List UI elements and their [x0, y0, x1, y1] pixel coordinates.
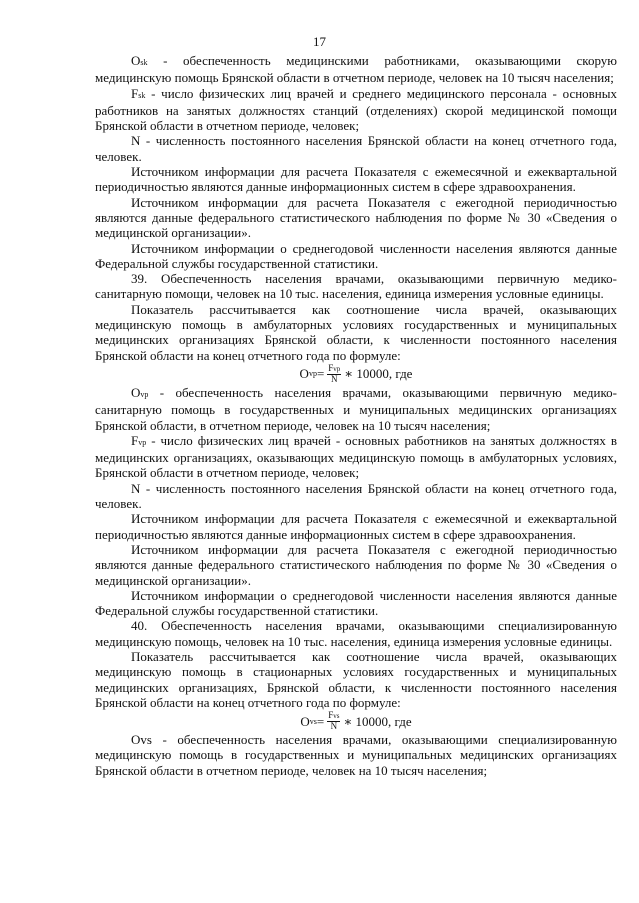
fraction-numerator: Fvp	[328, 362, 341, 373]
symbol-f: F	[131, 85, 139, 101]
symbol-sub: sk	[138, 90, 146, 100]
formula-fraction	[327, 711, 340, 731]
item-40-heading: 40. Обеспеченность населения врачами, оказывающими специализированную медицинскую помощь, человек на 10 тыс. населения, единица измерения условные единицы.	[95, 618, 617, 649]
source-population: Источником информации о среднегодовой численности населения являются данные Федеральной службы государственной статистики.	[95, 587, 617, 619]
definition-osk	[95, 53, 617, 86]
definition-text: - обеспеченность медицинскими работниками, оказывающими скорую медицинскую помощь Брянской области в отчетном периоде, человек на 10 тысяч населения;	[95, 53, 617, 86]
fraction-numerator: Fvs	[328, 710, 340, 721]
item-39-method: Показатель рассчитывается как соотношение числа врачей, оказывающих медицинскую помощь в амбулаторных условиях государственных и муниципальных медицинских организациях Брянской области, к численности постоянного населения Брянской области на конец отчетного года по формуле:	[95, 301, 617, 363]
formula-tail: ∗ 10000, где	[343, 713, 412, 729]
document-body	[95, 53, 617, 778]
definition-text: - число физических лиц врачей и среднего медицинского персонала - основных работников на занятых должностях станций (отделениях) скорой медицинской помощи Брянской области в отчетном периоде, человек;	[95, 85, 617, 134]
symbol-f: F	[131, 432, 139, 448]
source-population: Источником информации о среднегодовой численности населения являются данные Федеральной службы государственной статистики.	[95, 240, 617, 271]
formula-equals: =	[316, 713, 325, 729]
item-40-method: Показатель рассчитывается как соотношение числа врачей, оказывающих медицинскую помощь в стационарных условиях государственных и муниципальных медицинских организациях, Брянской области, к численности постоянного населения Брянской области на конец отчетного года по формуле:	[95, 648, 617, 710]
formula-lhs: O	[299, 366, 309, 382]
formula-ovs	[95, 710, 617, 732]
symbol-sub: vp	[140, 389, 149, 399]
definition-ovs: Ovs - обеспеченность населения врачами, оказывающими специализированную медицинскую помощь в государственных и муниципальных медицинских организациях Брянской области в отчетном периоде, человек на 10 тысяч населения;	[95, 732, 617, 778]
definition-text: - обеспеченность населения врачами, оказывающими первичную медико-санитарную помощь в государственных и муниципальных медицинских организациях Брянской области, в отчетном периоде, человек на 10 тысяч населения;	[95, 384, 617, 433]
source-annual: Источником информации для расчета Показателя с ежегодной периодичностью являются данные федерального статистического наблюдения по форме № 30 «Сведения о медицинской организации».	[95, 194, 617, 241]
page-number: 17	[313, 34, 326, 49]
source-monthly: Источником информации для расчета Показателя с ежемесячной и ежеквартальной периодичностью являются данные информационных систем в сфере здравоохранения.	[95, 164, 617, 195]
definition-n: N - численность постоянного населения Брянской области на конец отчетного года, человек.	[95, 133, 617, 164]
definition-fsk	[95, 86, 617, 134]
source-annual: Источником информации для расчета Показателя с ежегодной периодичностью являются данные федерального статистического наблюдения по форме № 30 «Сведения о медицинской организации».	[95, 541, 617, 588]
definition-ovp	[95, 385, 617, 433]
symbol-sub: vp	[138, 437, 147, 447]
fraction-denominator: N	[331, 373, 338, 384]
formula-ovp	[95, 363, 617, 385]
item-39-heading: 39. Обеспеченность населения врачами, оказывающими первичную медико-санитарную помощи, человек на 10 тыс. населения, единица измерения условные единицы.	[95, 271, 617, 302]
symbol-o: O	[131, 384, 141, 400]
formula-lhs-sub: vs	[309, 716, 317, 726]
formula-lhs: O	[300, 713, 310, 729]
fraction-denominator: N	[330, 721, 338, 732]
definition-fvp	[95, 433, 617, 481]
definition-n: N - численность постоянного населения Брянской области на конец отчетного года, человек.	[95, 480, 617, 512]
symbol-o: O	[131, 53, 141, 68]
formula-equals: =	[316, 366, 325, 382]
formula-fraction	[327, 364, 341, 384]
formula-lhs-sub: vp	[308, 369, 317, 379]
source-monthly: Источником информации для расчета Показателя с ежемесячной и ежеквартальной периодичностью являются данные информационных систем в сфере здравоохранения.	[95, 511, 617, 542]
formula-tail: ∗ 10000, где	[344, 366, 413, 382]
symbol-sub: sk	[140, 58, 148, 67]
definition-text: - число физических лиц врачей - основных работников на занятых должностях в медицинских организациях, оказывающих медицинскую помощь в амбулаторных условиях, Брянской области в отчетном периоде, человек;	[95, 432, 617, 481]
